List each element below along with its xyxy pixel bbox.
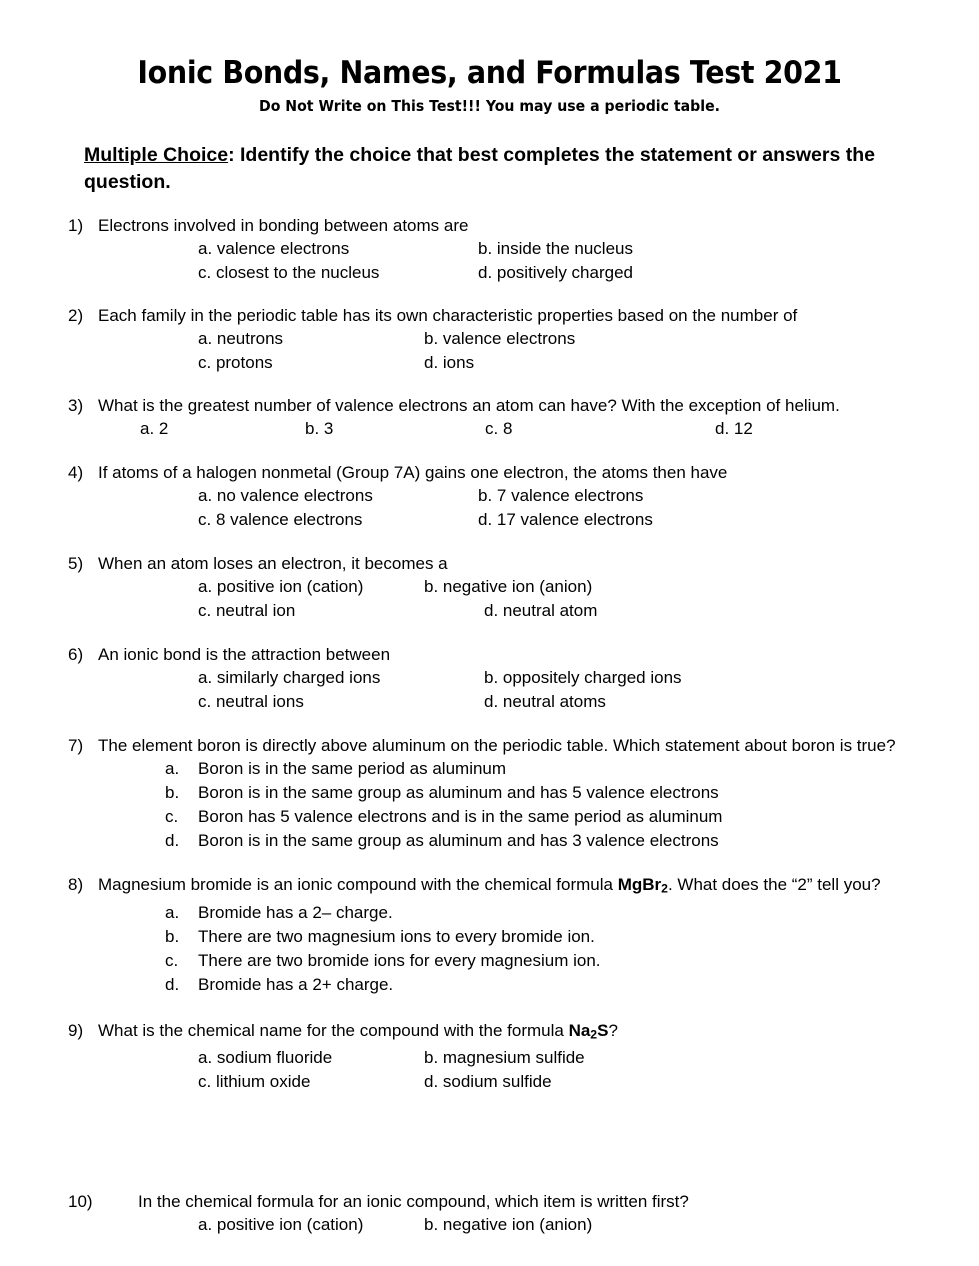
option-d[interactable] bbox=[0, 829, 979, 853]
option-d[interactable]: d. neutral atoms bbox=[484, 692, 606, 711]
option-label: b. bbox=[165, 926, 180, 946]
option-row bbox=[0, 508, 979, 532]
option-label: a. bbox=[165, 902, 180, 922]
option-row bbox=[0, 690, 979, 714]
option-c[interactable]: c. neutral ion bbox=[198, 601, 296, 620]
option-row bbox=[0, 666, 979, 690]
option-a[interactable]: a. valence electrons bbox=[198, 239, 350, 258]
option-row bbox=[0, 599, 979, 623]
question-text: An ionic bond is the attraction between bbox=[98, 645, 391, 664]
option-a[interactable]: a. 2 bbox=[140, 419, 169, 438]
option-a[interactable]: a. similarly charged ions bbox=[198, 668, 381, 687]
question-text-part-2: ? bbox=[608, 1020, 618, 1040]
question-text-part-2: . What does the “2” tell you? bbox=[667, 875, 881, 894]
option-b[interactable]: b. 7 valence electrons bbox=[478, 486, 644, 505]
option-row bbox=[0, 351, 979, 375]
question-number: 5) bbox=[68, 554, 84, 573]
option-c[interactable]: c. closest to the nucleus bbox=[198, 263, 380, 282]
question-text: Each family in the periodic table has its own characteristic properties based on the number of bbox=[98, 306, 798, 325]
question-text-line bbox=[0, 734, 979, 757]
question-item bbox=[0, 1190, 979, 1237]
question-number: 4) bbox=[68, 463, 84, 482]
option-b[interactable]: b. negative ion (anion) bbox=[424, 577, 593, 596]
option-text: Bromide has a 2– charge. bbox=[198, 902, 393, 922]
question-text-line bbox=[0, 1019, 979, 1047]
option-row bbox=[0, 484, 979, 508]
option-c[interactable]: c. 8 bbox=[485, 419, 513, 438]
question-item bbox=[0, 304, 979, 375]
option-d[interactable]: d. sodium sulfide bbox=[424, 1072, 552, 1092]
option-label: c. bbox=[165, 950, 179, 970]
question-item bbox=[0, 461, 979, 532]
option-text: There are two magnesium ions to every bromide ion. bbox=[198, 926, 595, 946]
question-text: In the chemical formula for an ionic compound, which item is written first? bbox=[138, 1192, 689, 1212]
option-row bbox=[0, 417, 979, 441]
question-text-line bbox=[0, 1190, 979, 1213]
option-b[interactable]: b. negative ion (anion) bbox=[424, 1215, 593, 1235]
question-number: 8) bbox=[68, 875, 84, 894]
option-a[interactable] bbox=[0, 757, 979, 781]
question-item bbox=[0, 643, 979, 714]
question-item bbox=[0, 1019, 979, 1095]
formula-base: Na bbox=[568, 1020, 591, 1040]
option-d[interactable] bbox=[0, 973, 979, 997]
option-row bbox=[0, 327, 979, 351]
question-text: When an atom loses an electron, it becomes a bbox=[98, 554, 448, 573]
option-label: c. bbox=[165, 807, 179, 826]
question-text-line bbox=[0, 394, 979, 417]
question-text: The element boron is directly above aluminum on the periodic table. Which statement about boron is true? bbox=[98, 736, 896, 755]
instructions-text: : Identify the choice that best completes the statement or answers the question. bbox=[84, 144, 875, 193]
option-b[interactable]: b. inside the nucleus bbox=[478, 239, 633, 258]
question-text-line bbox=[0, 873, 979, 901]
option-d[interactable]: d. 17 valence electrons bbox=[478, 510, 653, 529]
option-b[interactable]: b. magnesium sulfide bbox=[424, 1048, 585, 1068]
page-title: Ionic Bonds, Names, and Formulas Test 2021 bbox=[137, 55, 842, 91]
option-row bbox=[0, 1070, 979, 1094]
option-a[interactable]: a. sodium fluoride bbox=[198, 1048, 333, 1068]
option-c[interactable] bbox=[0, 805, 979, 829]
option-label: b. bbox=[165, 783, 180, 802]
question-text-line bbox=[0, 304, 979, 327]
option-a[interactable]: a. neutrons bbox=[198, 329, 284, 348]
chemical-formula-mgbr2 bbox=[618, 875, 668, 894]
formula-subscript: 2 bbox=[661, 881, 668, 896]
option-c[interactable]: c. 8 valence electrons bbox=[198, 510, 363, 529]
option-b[interactable]: b. valence electrons bbox=[424, 329, 576, 348]
instructions-heading bbox=[84, 142, 884, 196]
option-c[interactable]: c. lithium oxide bbox=[198, 1072, 311, 1092]
option-row bbox=[0, 575, 979, 599]
question-text-line bbox=[0, 552, 979, 575]
option-text: There are two bromide ions for every magnesium ion. bbox=[198, 950, 601, 970]
option-d[interactable]: d. 12 bbox=[715, 419, 753, 438]
question-number: 6) bbox=[68, 645, 84, 664]
question-text-part-1: What is the chemical name for the compound with the formula bbox=[98, 1020, 569, 1040]
question-text-line bbox=[0, 643, 979, 666]
question-number: 1) bbox=[68, 216, 84, 235]
option-row bbox=[0, 237, 979, 261]
question-number: 3) bbox=[68, 396, 84, 415]
question-number: 2) bbox=[68, 306, 84, 325]
option-row bbox=[0, 1213, 979, 1237]
formula-tail: S bbox=[597, 1020, 609, 1040]
option-d[interactable]: d. ions bbox=[424, 353, 475, 372]
option-b[interactable] bbox=[0, 925, 979, 949]
question-item bbox=[0, 734, 979, 853]
question-number: 7) bbox=[68, 736, 84, 755]
option-b[interactable]: b. oppositely charged ions bbox=[484, 668, 682, 687]
option-b[interactable]: b. 3 bbox=[305, 419, 334, 438]
option-text: Boron is in the same group as aluminum and has 5 valence electrons bbox=[198, 783, 719, 802]
question-text-part-1: Magnesium bromide is an ionic compound with the chemical formula bbox=[98, 875, 618, 894]
option-a[interactable]: a. positive ion (cation) bbox=[198, 1215, 364, 1235]
question-item bbox=[0, 214, 979, 285]
option-c[interactable] bbox=[0, 949, 979, 973]
option-text: Boron has 5 valence electrons and is in the same period as aluminum bbox=[198, 807, 723, 826]
question-text: Electrons involved in bonding between atoms are bbox=[98, 216, 469, 235]
option-label: d. bbox=[165, 831, 180, 850]
formula-base: MgBr bbox=[617, 875, 662, 894]
option-text: Boron is in the same period as aluminum bbox=[198, 759, 507, 778]
question-text-line bbox=[0, 214, 979, 237]
option-d[interactable]: d. neutral atom bbox=[484, 601, 598, 620]
option-text: Boron is in the same group as aluminum and has 3 valence electrons bbox=[198, 831, 719, 850]
question-text: What is the greatest number of valence electrons an atom can have? With the exception of helium. bbox=[98, 396, 840, 415]
question-list bbox=[0, 214, 979, 1237]
option-label: a. bbox=[165, 759, 180, 778]
formula-subscript: 2 bbox=[590, 1027, 598, 1042]
option-d[interactable]: d. positively charged bbox=[478, 263, 633, 282]
page-subtitle: Do Not Write on This Test!!! You may use a periodic table. bbox=[259, 97, 720, 115]
question-number: 9) bbox=[68, 1020, 84, 1040]
question-item bbox=[0, 552, 979, 623]
question-item bbox=[0, 394, 979, 441]
option-stack bbox=[0, 901, 979, 997]
option-row bbox=[0, 1046, 979, 1070]
question-number: 10) bbox=[68, 1192, 93, 1212]
option-text: Bromide has a 2+ charge. bbox=[198, 974, 394, 994]
option-label: d. bbox=[165, 974, 180, 994]
option-c[interactable]: c. protons bbox=[198, 353, 273, 372]
question-text: If atoms of a halogen nonmetal (Group 7A) gains one electron, the atoms then have bbox=[98, 463, 728, 482]
multiple-choice-label: Multiple Choice bbox=[84, 144, 229, 166]
option-b[interactable] bbox=[0, 781, 979, 805]
option-a[interactable] bbox=[0, 901, 979, 925]
option-stack bbox=[0, 757, 979, 853]
option-a[interactable]: a. positive ion (cation) bbox=[198, 577, 364, 596]
chemical-formula-na2s bbox=[569, 1021, 609, 1040]
question-item bbox=[0, 873, 979, 997]
option-row bbox=[0, 261, 979, 285]
option-c[interactable]: c. neutral ions bbox=[198, 692, 304, 711]
question-text-line bbox=[0, 461, 979, 484]
option-a[interactable]: a. no valence electrons bbox=[198, 486, 373, 505]
